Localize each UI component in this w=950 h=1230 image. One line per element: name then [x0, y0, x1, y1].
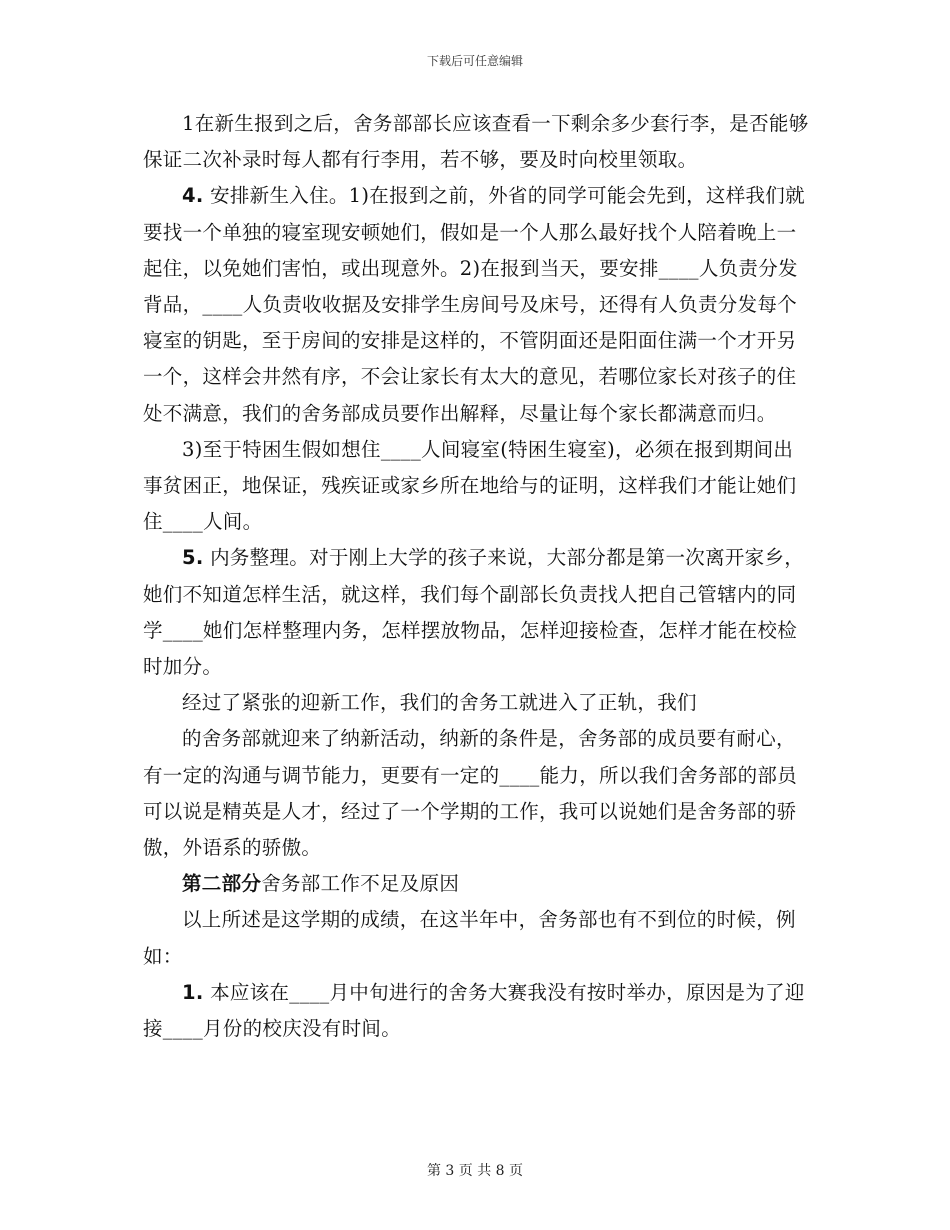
section-heading — [143, 866, 813, 902]
paragraph-5 — [143, 685, 813, 721]
paragraph-3-text: 3)至于特困生假如想住____人间寝室(特困生寝室)，必须在报到期间出事贫困正，地保证，残疾证或家乡所在地给与的证明，这样我们才能让她们住____人间。 — [143, 437, 797, 534]
section-heading-label: 第二部分 — [182, 872, 262, 896]
page-header: 下载后可任意编辑 — [426, 54, 523, 68]
paragraph-8-number: 1. — [182, 980, 204, 1004]
paragraph-1-text: 1在新生报到之后，舍务部部长应该查看一下剩余多少套行李，是否能够保证二次补录时每人都有行李用，若不够，要及时向校里领取。 — [143, 112, 809, 172]
paragraph-2-text: 安排新生入住。1)在报到之前，外省的同学可能会先到，这样我们就要找一个单独的寝室现安顿她们，假如是一个人那么最好找个人陪着晚上一起住，以免她们害怕，或出现意外。2)在报到当天，要安排____人负责分发背品，____人负责收收据及安排学生房间号及床号，还得有人负责分发每个寝室的钥匙，至于房间的安排是这样的，不管阴面还是阳面住满一个才开另一个，这样会井然有序，不会让家长有太大的意见，若哪位家长对孩子的住处不满意，我们的舍务部成员要作出解释，尽量让每个家长都满意而归。 — [143, 184, 805, 425]
paragraph-5-text: 经过了紧张的迎新工作，我们的舍务工就进入了正轨，我们 — [182, 691, 697, 715]
paragraph-2-number: 4. — [182, 184, 204, 208]
paragraph-4-number: 5. — [182, 546, 204, 570]
paragraph-6 — [143, 721, 813, 866]
paragraph-2 — [143, 178, 813, 431]
paragraph-4-text: 内务整理。对于刚上大学的孩子来说，大部分都是第一次离开家乡，她们不知道怎样生活，就这样，我们每个副部长负责找人把自己管辖内的同学____她们怎样整理内务，怎样摆放物品，怎样迎接检查，怎样才能在校检时加分。 — [143, 546, 805, 679]
paragraph-7-text: 以上所述是这学期的成绩，在这半年中，舍务部也有不到位的时候，例如： — [143, 908, 796, 968]
paragraph-8 — [143, 975, 813, 1047]
paragraph-8-text: 本应该在____月中旬进行的舍务大赛我没有按时举办，原因是为了迎接____月份的校庆没有时间。 — [143, 980, 805, 1041]
paragraph-3 — [143, 432, 813, 541]
page-footer: 第 3 页 共 8 页 — [426, 1163, 524, 1179]
section-heading-title: 舍务部工作不足及原因 — [261, 872, 460, 896]
paragraph-7 — [143, 902, 813, 974]
paragraph-6-text: 的舍务部就迎来了纳新活动，纳新的条件是，舍务部的成员要有耐心，有一定的沟通与调节能力，更要有一定的____能力，所以我们舍务部的部员可以说是精英是人才，经过了一个学期的工作，我可以说她们是舍务部的骄傲，外语系的骄傲。 — [143, 727, 797, 860]
document-body — [143, 106, 813, 1047]
paragraph-1 — [143, 106, 813, 178]
paragraph-4 — [143, 540, 813, 685]
